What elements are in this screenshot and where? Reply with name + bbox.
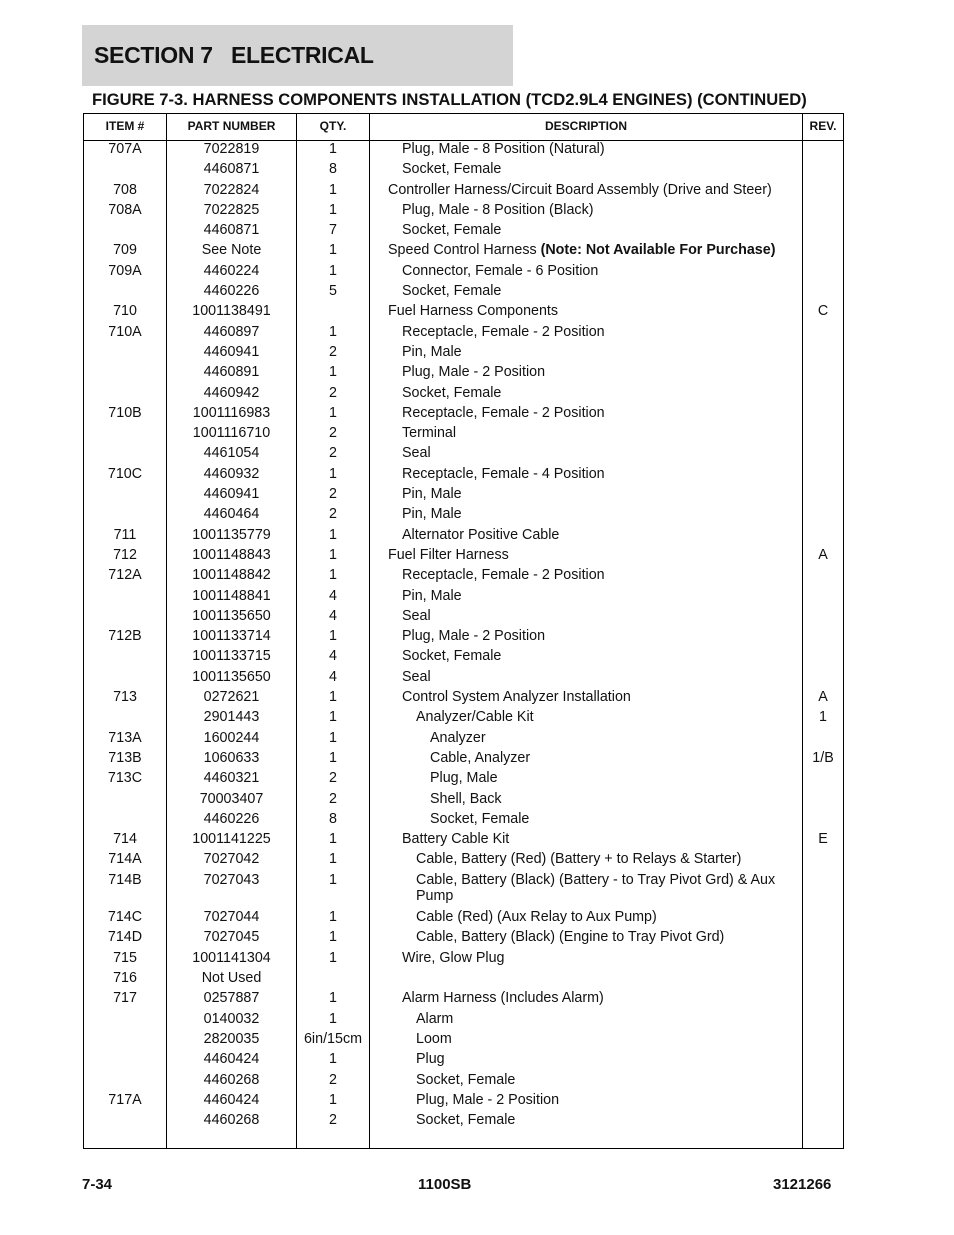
item-number: 712B <box>108 628 142 645</box>
table-row <box>84 628 843 648</box>
part-number: Not Used <box>201 970 262 987</box>
description-text: Plug, Male - 2 Position <box>402 628 546 645</box>
part-number: 70003407 <box>199 790 264 807</box>
description <box>388 445 802 461</box>
description <box>388 689 802 705</box>
description <box>388 242 802 258</box>
description-text: Plug, Male - 8 Position (Natural) <box>402 141 605 157</box>
item-number: 717 <box>113 990 137 1007</box>
description <box>388 750 802 766</box>
description <box>388 709 802 725</box>
part-number: 1001141225 <box>192 831 271 848</box>
part-number: 4460897 <box>203 323 260 340</box>
quantity: 1 <box>329 526 337 543</box>
description <box>388 608 802 624</box>
quantity: 2 <box>329 343 337 360</box>
quantity: 4 <box>329 587 337 604</box>
part-number: 0272621 <box>203 689 260 706</box>
table-row <box>84 1031 843 1051</box>
description <box>388 425 802 441</box>
table-row <box>84 929 843 949</box>
quantity: 1 <box>329 990 337 1007</box>
page-number: 7-34 <box>82 1176 113 1193</box>
table-row <box>84 851 843 871</box>
description-text: Plug, Male - 2 Position <box>402 364 546 381</box>
description <box>388 669 802 685</box>
description-text: Cable, Battery (Black) (Battery - to Tray Pivot Grd) & Aux Pump <box>416 871 776 904</box>
description-text: Alternator Positive Cable <box>402 526 560 543</box>
table-row <box>84 425 843 445</box>
item-number: 714A <box>108 851 142 868</box>
quantity: 1 <box>329 871 337 888</box>
table-row <box>84 324 843 344</box>
quantity: 1 <box>329 949 337 966</box>
column-header-rev: REV. <box>809 119 837 133</box>
part-number: 4460941 <box>203 486 260 503</box>
description <box>388 527 802 543</box>
description-text: Speed Control Harness <box>388 242 541 259</box>
quantity: 2 <box>329 486 337 503</box>
quantity: 1 <box>329 141 337 157</box>
quantity: 1 <box>329 1010 337 1027</box>
item-number: 709A <box>108 262 142 279</box>
description-text: Cable (Red) (Aux Relay to Aux Pump) <box>416 909 657 926</box>
table-row <box>84 1011 843 1031</box>
description-text: Cable, Battery (Red) (Battery + to Relays & Starter) <box>416 851 742 868</box>
table-row <box>84 791 843 811</box>
item-number: 709 <box>113 242 137 259</box>
part-number: 7027042 <box>203 851 260 868</box>
description <box>388 405 802 421</box>
quantity: 7 <box>329 222 337 239</box>
description-text: Seal <box>402 668 431 685</box>
description-text: Cable, Analyzer <box>430 749 531 766</box>
quantity: 1 <box>329 749 337 766</box>
description <box>388 770 802 786</box>
table-row <box>84 466 843 486</box>
description <box>388 506 802 522</box>
description-text: Terminal <box>402 425 457 442</box>
quantity: 8 <box>329 161 337 178</box>
table-row <box>84 872 843 910</box>
quantity: 1 <box>329 1091 337 1108</box>
description <box>388 344 802 360</box>
description-text: Pin, Male <box>402 486 462 503</box>
part-number: 1001135650 <box>192 607 271 624</box>
description <box>388 1092 802 1108</box>
part-number: 7022824 <box>203 181 260 198</box>
part-number: 7027045 <box>203 929 260 946</box>
quantity: 2 <box>329 506 337 523</box>
description <box>388 588 802 604</box>
quantity: 4 <box>329 668 337 685</box>
revision: A <box>818 689 828 706</box>
item-number: 717A <box>108 1091 142 1108</box>
part-number: 1001133714 <box>192 628 271 645</box>
part-number: 7027043 <box>203 871 260 888</box>
table-row <box>84 222 843 242</box>
part-number: 4460268 <box>203 1071 260 1088</box>
table-row <box>84 970 843 990</box>
description-text: Pin, Male <box>402 587 462 604</box>
column-header-item: ITEM # <box>105 119 145 133</box>
figure-title: FIGURE 7-3. HARNESS COMPONENTS INSTALLATION (TCD2.9L4 ENGINES) (CONTINUED) <box>92 90 807 109</box>
item-number: 710B <box>108 404 142 421</box>
description <box>388 283 802 299</box>
quantity: 2 <box>329 425 337 442</box>
table-row <box>84 811 843 831</box>
part-number: 1001116983 <box>192 404 271 421</box>
part-number: 4460268 <box>203 1112 260 1129</box>
table-row <box>84 182 843 202</box>
quantity: 1 <box>329 323 337 340</box>
table-row <box>84 1092 843 1112</box>
description-text: Control System Analyzer Installation <box>402 689 631 706</box>
column-header-qty: QTY. <box>319 119 347 133</box>
part-number: 1600244 <box>203 729 260 746</box>
table-row <box>84 486 843 506</box>
quantity: 1 <box>329 242 337 259</box>
table-row <box>84 242 843 262</box>
parts-table <box>83 113 844 1149</box>
description <box>388 466 802 482</box>
description <box>388 1011 802 1027</box>
description-note: (Note: Not Available For Purchase) <box>540 242 776 259</box>
description-text: Socket, Female <box>402 283 502 300</box>
table-row <box>84 1051 843 1071</box>
quantity: 1 <box>329 262 337 279</box>
quantity: 2 <box>329 384 337 401</box>
description <box>388 547 802 563</box>
part-number: 1001116710 <box>192 425 271 442</box>
part-number: 4460321 <box>203 770 260 787</box>
part-number: 4460941 <box>203 343 260 360</box>
table-row <box>84 547 843 567</box>
description <box>388 141 802 157</box>
part-number: 1060633 <box>203 749 260 766</box>
part-number: 4460464 <box>203 506 260 523</box>
part-number: 1001135650 <box>192 668 271 685</box>
part-number: 4460942 <box>203 384 260 401</box>
quantity: 4 <box>329 607 337 624</box>
quantity: 1 <box>329 546 337 563</box>
item-number: 710C <box>107 465 143 482</box>
table-row <box>84 831 843 851</box>
quantity: 1 <box>329 909 337 926</box>
revision: 1/B <box>812 749 834 766</box>
quantity: 1 <box>329 689 337 706</box>
item-number: 712A <box>108 567 142 584</box>
description-text: Seal <box>402 445 431 462</box>
description-text: Seal <box>402 607 431 624</box>
part-number: 1001138491 <box>192 303 271 320</box>
part-number: 1001148841 <box>192 587 271 604</box>
table-row <box>84 527 843 547</box>
description <box>388 811 802 827</box>
quantity: 1 <box>329 851 337 868</box>
description <box>388 486 802 502</box>
table-row <box>84 689 843 709</box>
quantity: 1 <box>329 729 337 746</box>
quantity: 5 <box>329 283 337 300</box>
table-row <box>84 730 843 750</box>
quantity: 2 <box>329 445 337 462</box>
table-row <box>84 669 843 689</box>
description <box>388 385 802 401</box>
part-number: 0140032 <box>203 1010 260 1027</box>
part-number: 4460424 <box>203 1051 260 1068</box>
description <box>388 567 802 583</box>
revision: 1 <box>819 709 827 726</box>
description <box>388 202 802 218</box>
part-number: 4460932 <box>203 465 260 482</box>
part-number: 1001148843 <box>192 546 271 563</box>
table-row <box>84 385 843 405</box>
table-row <box>84 283 843 303</box>
section-header-band <box>82 25 513 86</box>
description-text: Analyzer/Cable Kit <box>416 709 534 726</box>
model-name: 1100SB <box>418 1176 472 1193</box>
revision: C <box>817 303 829 320</box>
part-number: 4460871 <box>203 222 260 239</box>
description-text: Receptacle, Female - 4 Position <box>402 465 605 482</box>
item-number: 713 <box>113 689 137 706</box>
quantity: 1 <box>329 567 337 584</box>
description-text: Fuel Filter Harness <box>388 546 509 563</box>
description-text: Fuel Harness Components <box>388 303 559 320</box>
table-row <box>84 750 843 770</box>
description <box>388 990 802 1006</box>
quantity: 2 <box>329 790 337 807</box>
part-number: 7022819 <box>203 141 260 157</box>
description <box>388 182 802 198</box>
description-text: Wire, Glow Plug <box>402 949 505 966</box>
part-number: 4460891 <box>203 364 260 381</box>
quantity: 1 <box>329 628 337 645</box>
table-row <box>84 405 843 425</box>
table-row <box>84 1072 843 1092</box>
description <box>388 1051 802 1067</box>
description <box>388 628 802 644</box>
quantity: 1 <box>329 709 337 726</box>
item-number: 712 <box>113 546 137 563</box>
part-number: 2820035 <box>203 1030 260 1047</box>
description <box>388 950 802 966</box>
part-number: 2901443 <box>203 709 260 726</box>
part-number: 4460226 <box>203 810 260 827</box>
description-text: Receptacle, Female - 2 Position <box>402 323 605 340</box>
quantity: 1 <box>329 1051 337 1068</box>
part-number: 1001133715 <box>192 648 271 665</box>
quantity: 1 <box>329 201 337 218</box>
manual-number: 3121266 <box>773 1176 832 1193</box>
table-row <box>84 990 843 1010</box>
description-text: Plug, Male - 8 Position (Black) <box>402 201 594 218</box>
item-number: 713C <box>107 770 143 787</box>
item-number: 713A <box>108 729 142 746</box>
item-number: 713B <box>108 749 142 766</box>
description <box>388 324 802 340</box>
description-text: Receptacle, Female - 2 Position <box>402 404 605 421</box>
table-row <box>84 263 843 283</box>
column-header-part-number: PART NUMBER <box>187 119 276 133</box>
description-text: Socket, Female <box>416 1071 516 1088</box>
quantity: 2 <box>329 1112 337 1129</box>
quantity: 4 <box>329 648 337 665</box>
description <box>388 791 802 807</box>
description <box>388 161 802 177</box>
part-number: 1001141304 <box>192 949 271 966</box>
part-number: See Note <box>201 242 262 259</box>
description-text: Socket, Female <box>402 222 502 239</box>
quantity: 1 <box>329 404 337 421</box>
quantity: 2 <box>329 770 337 787</box>
description-text: Socket, Female <box>402 161 502 178</box>
item-number: 714D <box>107 929 143 946</box>
item-number: 708 <box>113 181 137 198</box>
part-number: 1001135779 <box>192 526 271 543</box>
description-text: Plug, Male <box>430 770 498 787</box>
description-text: Pin, Male <box>402 343 462 360</box>
quantity: 1 <box>329 181 337 198</box>
description-text: Socket, Female <box>416 1112 516 1129</box>
part-number: 4460871 <box>203 161 260 178</box>
description <box>388 303 802 319</box>
description-text: Pin, Male <box>402 506 462 523</box>
description <box>388 222 802 238</box>
description-text: Loom <box>416 1030 452 1047</box>
quantity: 2 <box>329 1071 337 1088</box>
description-text: Plug, Male - 2 Position <box>416 1091 560 1108</box>
table-body <box>84 141 843 1132</box>
item-number: 716 <box>113 970 137 987</box>
revision: A <box>818 546 828 563</box>
item-number: 708A <box>108 201 142 218</box>
item-number: 710 <box>113 303 137 320</box>
revision: E <box>818 831 828 848</box>
description <box>388 730 802 746</box>
table-row <box>84 608 843 628</box>
table-row <box>84 1112 843 1132</box>
table-row <box>84 950 843 970</box>
part-number: 4461054 <box>203 445 260 462</box>
item-number: 714C <box>107 909 143 926</box>
table-row <box>84 648 843 668</box>
quantity: 6in/15cm <box>303 1030 362 1047</box>
item-number: 715 <box>113 949 137 966</box>
description-text: Socket, Female <box>402 384 502 401</box>
part-number: 4460226 <box>203 283 260 300</box>
section-title: SECTION 7 ELECTRICAL <box>94 42 374 68</box>
quantity: 1 <box>329 364 337 381</box>
part-number: 1001148842 <box>192 567 271 584</box>
part-number: 4460424 <box>203 1091 260 1108</box>
description <box>388 872 802 904</box>
item-number: 710A <box>108 323 142 340</box>
description-text: Alarm <box>416 1010 454 1027</box>
item-number: 711 <box>113 526 137 543</box>
table-row <box>84 588 843 608</box>
description-text: Socket, Female <box>430 810 530 827</box>
quantity: 1 <box>329 465 337 482</box>
table-row <box>84 364 843 384</box>
description <box>388 851 802 867</box>
table-row <box>84 202 843 222</box>
description <box>388 929 802 945</box>
description <box>388 263 802 279</box>
table-row <box>84 506 843 526</box>
quantity: 8 <box>329 810 337 827</box>
description-text: Connector, Female - 6 Position <box>402 262 599 279</box>
table-row <box>84 141 843 161</box>
description-text: Cable, Battery (Black) (Engine to Tray Pivot Grd) <box>416 929 725 946</box>
table-row <box>84 909 843 929</box>
description <box>388 648 802 664</box>
item-number: 707A <box>108 141 142 157</box>
part-number: 0257887 <box>203 990 260 1007</box>
item-number: 714 <box>113 831 137 848</box>
description <box>388 1112 802 1128</box>
description <box>388 831 802 847</box>
quantity: 1 <box>329 929 337 946</box>
description-text: Socket, Female <box>402 648 502 665</box>
part-number: 7027044 <box>203 909 260 926</box>
table-row <box>84 709 843 729</box>
description-text: Plug <box>416 1051 445 1068</box>
description <box>388 909 802 925</box>
table-row <box>84 344 843 364</box>
table-row <box>84 770 843 790</box>
part-number: 7022825 <box>203 201 260 218</box>
table-row <box>84 303 843 323</box>
item-number: 714B <box>108 871 142 888</box>
column-header-description: DESCRIPTION <box>544 119 627 133</box>
table-row <box>84 445 843 465</box>
table-row <box>84 567 843 587</box>
quantity: 1 <box>329 831 337 848</box>
description-text: Controller Harness/Circuit Board Assembly (Drive and Steer) <box>388 181 772 198</box>
description-text: Shell, Back <box>430 790 502 807</box>
table-row <box>84 161 843 181</box>
description <box>388 1072 802 1088</box>
description-text: Analyzer <box>430 729 486 746</box>
part-number: 4460224 <box>203 262 260 279</box>
description <box>388 1031 802 1047</box>
description-text: Alarm Harness (Includes Alarm) <box>402 990 604 1007</box>
description-text: Battery Cable Kit <box>402 831 510 848</box>
description <box>388 364 802 380</box>
description-text: Receptacle, Female - 2 Position <box>402 567 605 584</box>
